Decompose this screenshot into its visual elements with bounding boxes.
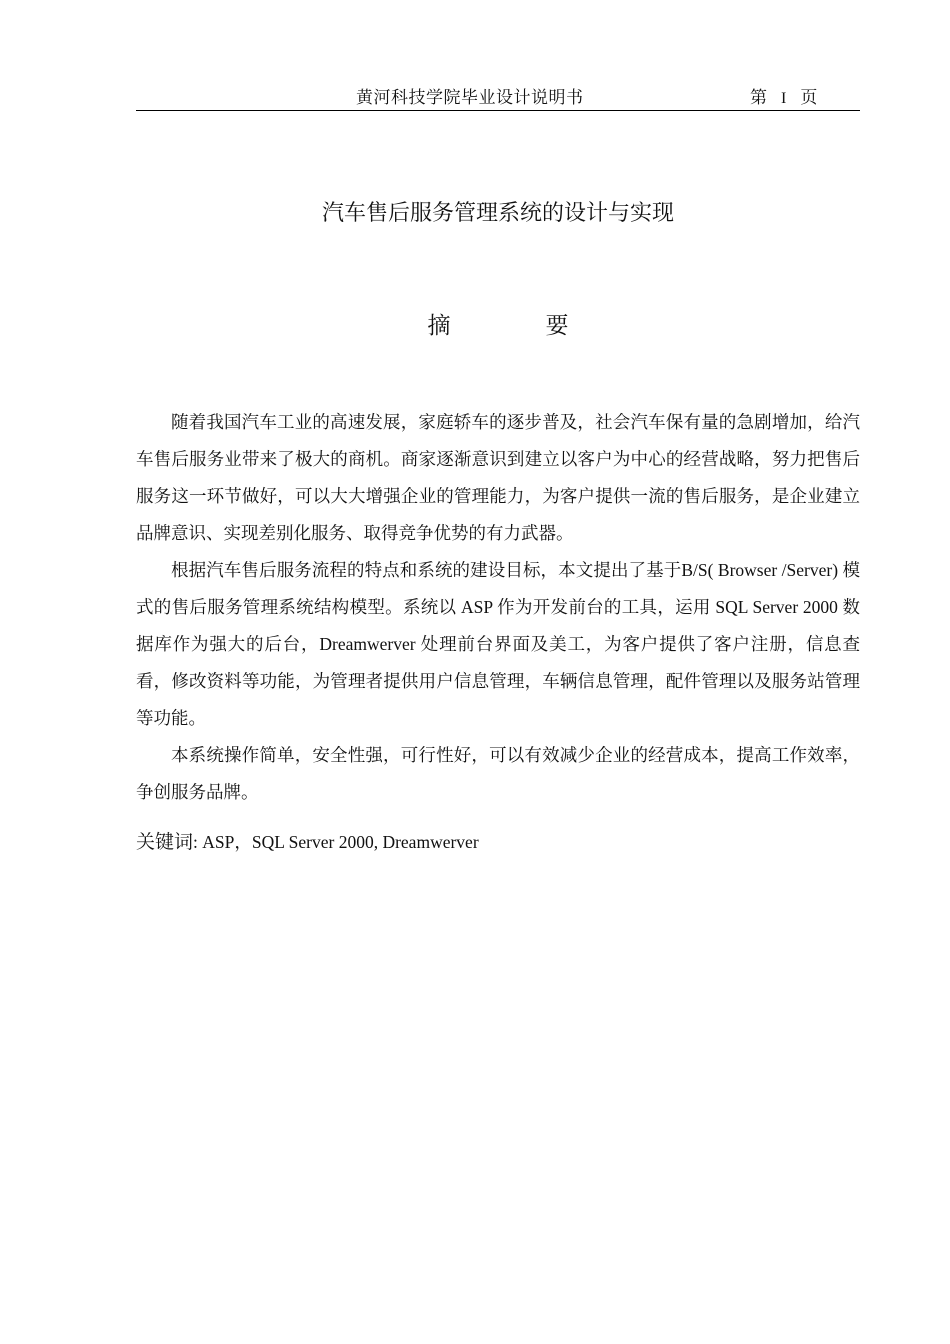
abstract-paragraph-3: 本系统操作简单，安全性强，可行性好，可以有效减少企业的经营成本，提高工作效率，争创服务品牌。 [136, 745, 860, 802]
page-number: I [781, 90, 787, 107]
header-page-number [750, 86, 817, 111]
keywords-value: ASP，SQL Server 2000, Dreamwerver [197, 832, 479, 852]
abstract-paragraph-1: 随着我国汽车工业的高速发展，家庭轿车的逐步普及，社会汽车保有量的急剧增加，给汽车售后服务业带来了极大的商机。商家逐渐意识到建立以客户为中心的经营战略，努力把售后服务这一环节做好，可以大大增强企业的管理能力，为客户提供一流的售后服务，是企业建立品牌意识、实现差别化服务、取得竞争优势的有力武器。 [136, 412, 860, 543]
page-header [136, 86, 860, 111]
keywords-label: 关键词 [136, 831, 194, 853]
keywords-line [136, 824, 860, 860]
keywords-separator: : [193, 832, 198, 852]
document-title: 汽车售后服务管理系统的设计与实现 [321, 201, 674, 226]
abstract-body [136, 404, 860, 811]
page-suffix: 页 [800, 88, 818, 107]
abstract-heading: 摘 要 [427, 313, 605, 339]
abstract-paragraph-2: 根据汽车售后服务流程的特点和系统的建设目标，本文提出了基于B/S( Browser /Server) 模式的售后服务管理系统结构模型。系统以 ASP 作为开发前台的工具，运用 SQL Server 2000 数据库作为强大的后台，Dreamwerver 处理前台界面及美工，为客户提供了客户注册，信息查看，修改资料等功能，为管理者提供用户信息管理，车辆信息管理，配件管理以及服务站管理等功能。 [136, 560, 860, 728]
page-prefix: 第 [750, 88, 767, 107]
header-title: 黄河科技学院毕业设计说明书 [356, 88, 584, 107]
